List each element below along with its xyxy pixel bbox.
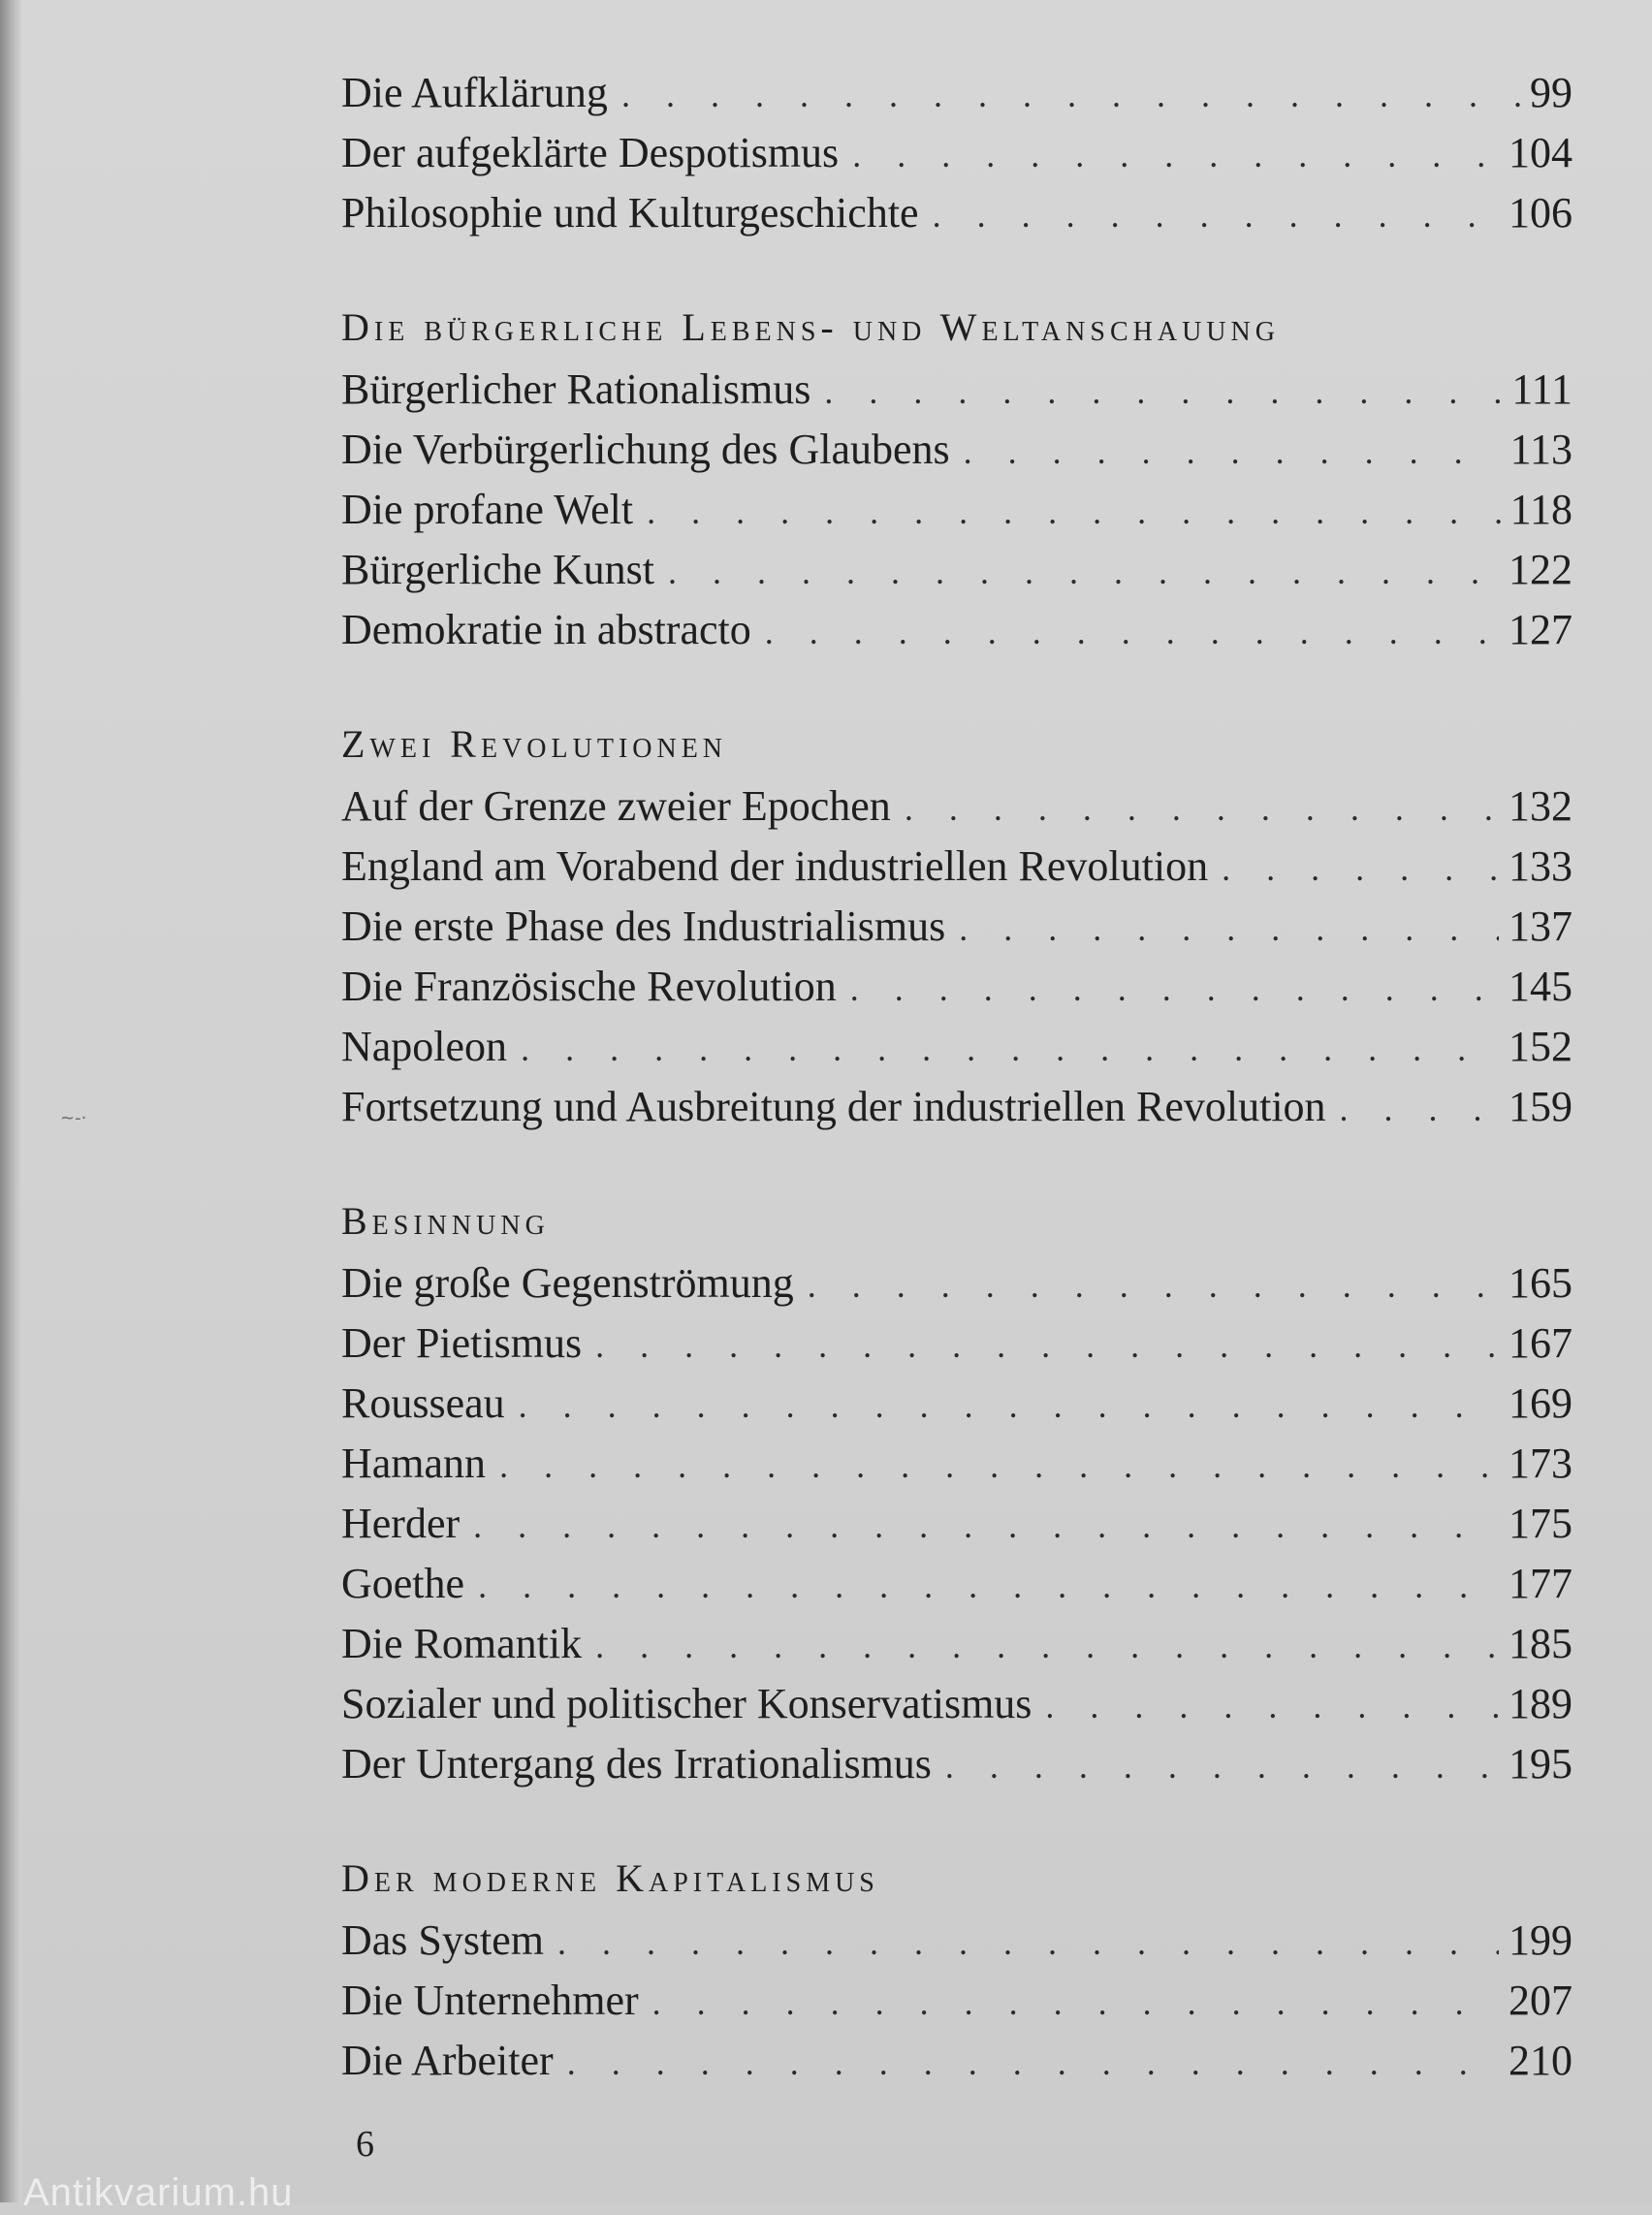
toc-entry (341, 425, 1573, 485)
toc-entry-page: 122 (1509, 546, 1573, 593)
toc-entry (341, 1318, 1573, 1378)
toc-entry-title: Die erste Phase des Industrialismus (341, 902, 946, 950)
dot-leader (1222, 848, 1499, 889)
toc-entry-title: Sozialer und politischer Konservatismus (341, 1680, 1032, 1727)
toc-entry-title: Die Unternehmer (341, 1977, 639, 2024)
dot-leader (478, 1566, 1499, 1606)
toc-entry-page: 207 (1509, 1977, 1573, 2024)
toc-entry-title: Die Französische Revolution (341, 963, 837, 1010)
toc-entry-title: Bürgerlicher Rationalismus (341, 365, 811, 413)
toc-entry-page: 199 (1509, 1916, 1573, 1964)
toc-entry (341, 605, 1573, 665)
toc-entry-page: 133 (1509, 842, 1573, 890)
toc-entry-title: Hamann (341, 1440, 487, 1487)
toc-entry-title: Der Untergang des Irrationalismus (341, 1740, 932, 1788)
toc-entry (341, 1559, 1573, 1619)
toc-entry (341, 1915, 1573, 1976)
toc-entry-title: England am Vorabend der industriellen Revolution (341, 842, 1209, 890)
section-heading: Besinnung (341, 1199, 550, 1243)
toc-entry-page: 210 (1509, 2037, 1573, 2084)
section-heading: Der moderne Kapitalismus (341, 1856, 879, 1900)
toc-entry (341, 1976, 1573, 2036)
dot-leader (824, 371, 1502, 412)
toc-entry-page: 111 (1511, 365, 1573, 413)
toc-entry-title: Die Aufklärung (341, 69, 608, 116)
toc-entry-title: Die profane Welt (341, 486, 634, 533)
dot-leader (473, 1505, 1499, 1546)
toc-entry-page: 195 (1509, 1740, 1573, 1788)
dot-leader (621, 75, 1520, 115)
toc-entry-title: Demokratie in abstracto (341, 606, 751, 653)
toc-entry (341, 1378, 1573, 1439)
toc-entry (341, 1082, 1573, 1142)
toc-entry (341, 545, 1573, 605)
dot-leader (567, 2042, 1499, 2083)
toc-entry-page: 145 (1509, 963, 1573, 1010)
toc-entry (341, 1619, 1573, 1679)
toc-entry (341, 188, 1573, 248)
toc-entry-title: Napoleon (341, 1023, 508, 1070)
toc-entry-title: Bürgerliche Kunst (341, 546, 655, 593)
book-page (21, 0, 1652, 2202)
toc-entry-page: 127 (1509, 606, 1573, 653)
dot-leader (765, 612, 1499, 652)
toc-entry-title: Die Verbürgerlichung des Glaubens (341, 426, 950, 473)
toc-entry (341, 1739, 1573, 1799)
dot-leader (959, 908, 1499, 949)
toc-entry-title: Herder (341, 1500, 461, 1547)
dot-leader (905, 788, 1499, 829)
toc-entry-page: 167 (1509, 1319, 1573, 1367)
toc-entry-page: 152 (1509, 1023, 1573, 1070)
dot-leader (499, 1445, 1499, 1486)
section-heading: Zwei Revolutionen (341, 722, 728, 766)
toc-entry-title: Der aufgeklärte Despotismus (341, 129, 840, 176)
toc-entry (341, 485, 1573, 545)
watermark: Antikvarium.hu (23, 2171, 294, 2214)
toc-entry-page: 113 (1509, 426, 1573, 473)
toc-entry-title: Philosophie und Kulturgeschichte (341, 189, 919, 237)
dot-leader (933, 195, 1499, 236)
toc-entry-title: Die große Gegenströmung (341, 1259, 794, 1307)
toc-entry-page: 104 (1509, 129, 1573, 176)
toc-entry (341, 364, 1573, 425)
toc-entry-title: Der Pietismus (341, 1319, 583, 1367)
toc-entry-page: 175 (1509, 1500, 1573, 1547)
dot-leader (964, 431, 1501, 472)
toc-entry (341, 1499, 1573, 1559)
toc-entry-title: Die Arbeiter (341, 2037, 554, 2084)
dot-leader (668, 552, 1499, 592)
dot-leader (595, 1325, 1499, 1366)
toc-entry-title: Die Romantik (341, 1620, 583, 1667)
margin-mark: ~-· (60, 1108, 87, 1128)
toc-entry (341, 1258, 1573, 1318)
dot-leader (647, 491, 1501, 532)
toc-entry-title: Goethe (341, 1560, 465, 1607)
dot-leader (652, 1982, 1499, 2023)
toc-entry (341, 128, 1573, 188)
section-heading: Die bürgerliche Lebens- und Weltanschauung (341, 305, 1280, 349)
toc-entry-page: 137 (1509, 902, 1573, 950)
toc-entry-page: 106 (1509, 189, 1573, 237)
toc-entry (341, 68, 1573, 128)
toc-entry (341, 1439, 1573, 1499)
dot-leader (595, 1626, 1499, 1666)
toc-entry (341, 1679, 1573, 1739)
toc-entry-page: 99 (1530, 69, 1573, 116)
table-of-contents (341, 68, 1573, 2096)
toc-entry-page: 173 (1509, 1440, 1573, 1487)
toc-entry-page: 177 (1509, 1560, 1573, 1607)
toc-entry-title: Rousseau (341, 1379, 505, 1427)
toc-entry-page: 159 (1509, 1083, 1573, 1130)
dot-leader (519, 1385, 1499, 1426)
dot-leader (945, 1746, 1499, 1787)
toc-entry-page: 189 (1509, 1680, 1573, 1727)
toc-entry (341, 1022, 1573, 1082)
dot-leader (850, 968, 1499, 1009)
dot-leader (1340, 1089, 1499, 1129)
toc-entry (341, 2036, 1573, 2096)
toc-entry-page: 185 (1509, 1620, 1573, 1667)
dot-leader (557, 1922, 1499, 1963)
toc-entry-page: 169 (1509, 1379, 1573, 1427)
toc-entry (341, 902, 1573, 962)
toc-entry-title: Das System (341, 1916, 544, 1964)
dot-leader (808, 1265, 1499, 1306)
toc-entry-page: 118 (1509, 486, 1573, 533)
toc-entry (341, 841, 1573, 902)
toc-entry-page: 165 (1509, 1259, 1573, 1307)
page-spine-edge (0, 0, 21, 2202)
toc-entry-title: Fortsetzung und Ausbreitung der industriellen Revolution (341, 1083, 1326, 1130)
toc-entry-title: Auf der Grenze zweier Epochen (341, 782, 891, 830)
dot-leader (852, 135, 1499, 175)
dot-leader (1045, 1686, 1499, 1726)
dot-leader (521, 1028, 1499, 1069)
toc-entry (341, 962, 1573, 1022)
toc-entry (341, 781, 1573, 841)
page-number: 6 (356, 2124, 374, 2165)
toc-entry-page: 132 (1509, 782, 1573, 830)
